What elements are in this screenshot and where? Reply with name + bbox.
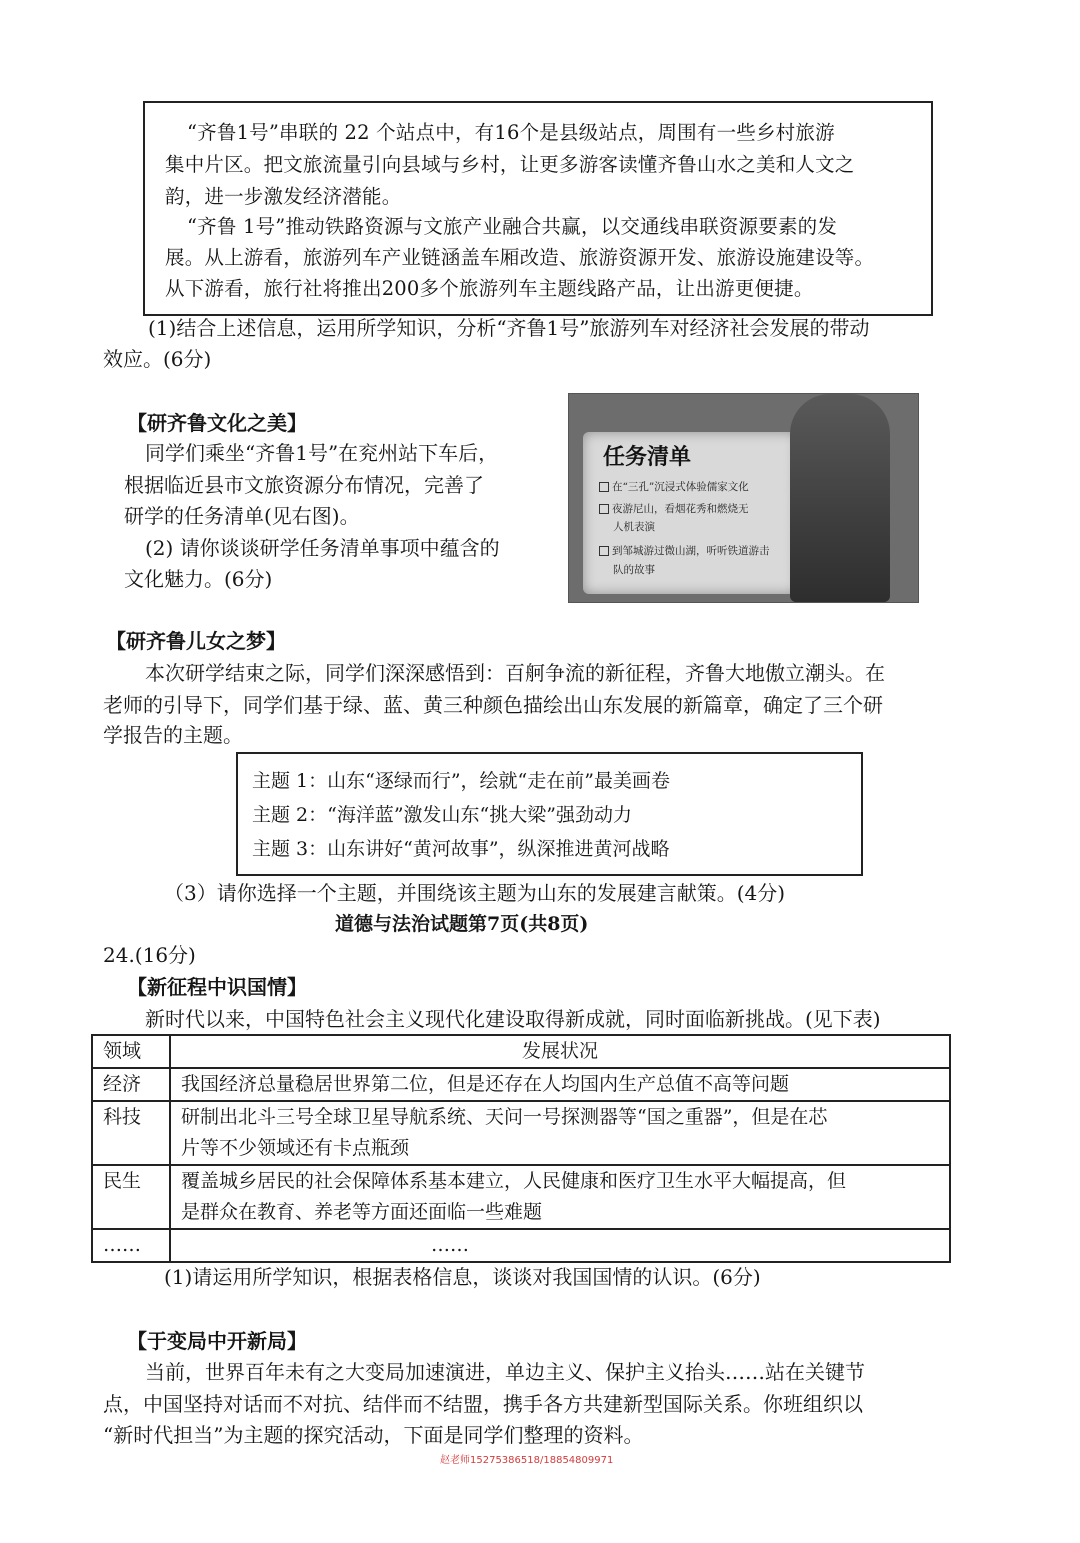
q24-heading: 【新征程中识国情】 — [127, 975, 307, 999]
dream-line-1: 本次研学结束之际，同学们深深感悟到：百舸争流的新征程，齐鲁大地傲立潮头。在 — [145, 661, 885, 685]
task-list-photo — [568, 393, 919, 603]
dream-line-2: 老师的引导下，同学们基于绿、蓝、黄三种颜色描绘出山东发展的新篇章，确定了三个研 — [103, 693, 883, 717]
table-cell-field: 科技 — [92, 1101, 170, 1165]
table-header-status: 发展状况 — [170, 1035, 950, 1068]
watermark: 赵老师15275386518/18854809971 — [440, 1455, 614, 1466]
culture-line-3: 研学的任务清单(见右图)。 — [124, 504, 360, 528]
intro-line-3: 韵，进一步激发经济潜能。 — [165, 185, 402, 208]
intro-line-4: “齐鲁 1号”推动铁路资源与文旅产业融合共赢，以交通线串联资源要素的发 — [187, 215, 838, 238]
theme-1: 主题 1：山东“逐绿而行”，绘就“走在前”最美画卷 — [252, 770, 670, 792]
table-cell-status: 研制出北斗三号全球卫星导航系统、天问一号探测器等“国之重器”，但是在芯 片等不少领域还有卡点瓶颈 — [170, 1101, 950, 1165]
table-header-row — [92, 1035, 950, 1068]
table-cell-status: …… — [170, 1229, 950, 1262]
dream-heading: 【研齐鲁儿女之梦】 — [106, 629, 286, 653]
table-row — [92, 1229, 950, 1262]
table-cell-status: 覆盖城乡居民的社会保障体系基本建立，人民健康和医疗卫生水平大幅提高，但 是群众在教育、养老等方面还面临一些难题 — [170, 1165, 950, 1229]
page-footer: 道德与法治试题第7页(共8页) — [335, 913, 589, 935]
task-list-title: 任务清单 — [603, 445, 692, 470]
theme-3: 主题 3：山东讲好“黄河故事”，纵深推进黄河战略 — [252, 838, 670, 860]
task-item-3-cont: 队的故事 — [613, 564, 655, 576]
change-line-3: “新时代担当”为主题的探究活动，下面是同学们整理的资料。 — [103, 1423, 644, 1447]
question-1-line-2: 效应。(6分) — [103, 347, 212, 371]
question-24-number: 24.(16分) — [103, 943, 196, 967]
table-cell-field: 经济 — [92, 1068, 170, 1101]
culture-line-1: 同学们乘坐“齐鲁1号”在兖州站下车后， — [145, 441, 499, 465]
q24-intro: 新时代以来，中国特色社会主义现代化建设取得新成就，同时面临新挑战。(见下表) — [145, 1007, 881, 1031]
task-item-1: 在“三孔”沉浸式体验儒家文化 — [599, 480, 749, 495]
culture-heading: 【研齐鲁文化之美】 — [127, 411, 307, 435]
checkbox-icon — [599, 504, 609, 514]
table-header-field: 领域 — [92, 1035, 170, 1068]
checkbox-icon — [599, 546, 609, 556]
change-line-1: 当前，世界百年未有之大变局加速演进，单边主义、保护主义抬头……站在关键节 — [145, 1360, 865, 1384]
task-item-3: 到邹城游过微山湖，听听铁道游击 — [599, 544, 770, 559]
table-cell-status: 我国经济总量稳居世界第二位，但是还存在人均国内生产总值不高等问题 — [170, 1068, 950, 1101]
development-table — [91, 1034, 951, 1263]
task-item-2: 夜游尼山，看烟花秀和燃烧无 — [599, 502, 749, 517]
confucius-statue — [790, 394, 890, 602]
table-cell-field: 民生 — [92, 1165, 170, 1229]
change-line-2: 点，中国坚持对话而不对抗、结伴而不结盟，携手各方共建新型国际关系。你班组织以 — [103, 1392, 863, 1416]
table-row — [92, 1101, 950, 1165]
checkbox-icon — [599, 482, 609, 492]
change-heading: 【于变局中开新局】 — [127, 1329, 307, 1353]
intro-line-6: 从下游看，旅行社将推出200多个旅游列车主题线路产品，让出游更便捷。 — [165, 277, 814, 300]
intro-text-box — [143, 101, 933, 316]
intro-line-2: 集中片区。把文旅流量引向县域与乡村，让更多游客读懂齐鲁山水之美和人文之 — [165, 153, 855, 176]
themes-box — [236, 752, 863, 876]
intro-line-1: “齐鲁1号”串联的 22 个站点中，有16个是县级站点，周围有一些乡村旅游 — [187, 121, 835, 144]
theme-2: 主题 2：“海洋蓝”激发山东“挑大梁”强劲动力 — [252, 804, 632, 826]
table-row — [92, 1165, 950, 1229]
table-cell-field: …… — [92, 1229, 170, 1262]
culture-question-2: (2) 请你谈谈研学任务清单事项中蕴含的 — [145, 536, 500, 560]
task-item-2-cont: 人机表演 — [613, 521, 655, 533]
intro-line-5: 展。从上游看，旅游列车产业链涵盖车厢改造、旅游资源开发、旅游设施建设等。 — [165, 246, 875, 269]
dream-line-3: 学报告的主题。 — [103, 723, 243, 747]
question-3: （3）请你选择一个主题，并围绕该主题为山东的发展建言献策。(4分) — [164, 881, 786, 905]
question-1-line-1: (1)结合上述信息，运用所学知识，分析“齐鲁1号”旅游列车对经济社会发展的带动 — [148, 316, 870, 340]
culture-line-5: 文化魅力。(6分) — [124, 567, 273, 591]
q24-question-1: (1)请运用所学知识，根据表格信息，谈谈对我国国情的认识。(6分) — [164, 1265, 761, 1289]
culture-line-2: 根据临近县市文旅资源分布情况，完善了 — [124, 473, 484, 497]
table-row — [92, 1068, 950, 1101]
